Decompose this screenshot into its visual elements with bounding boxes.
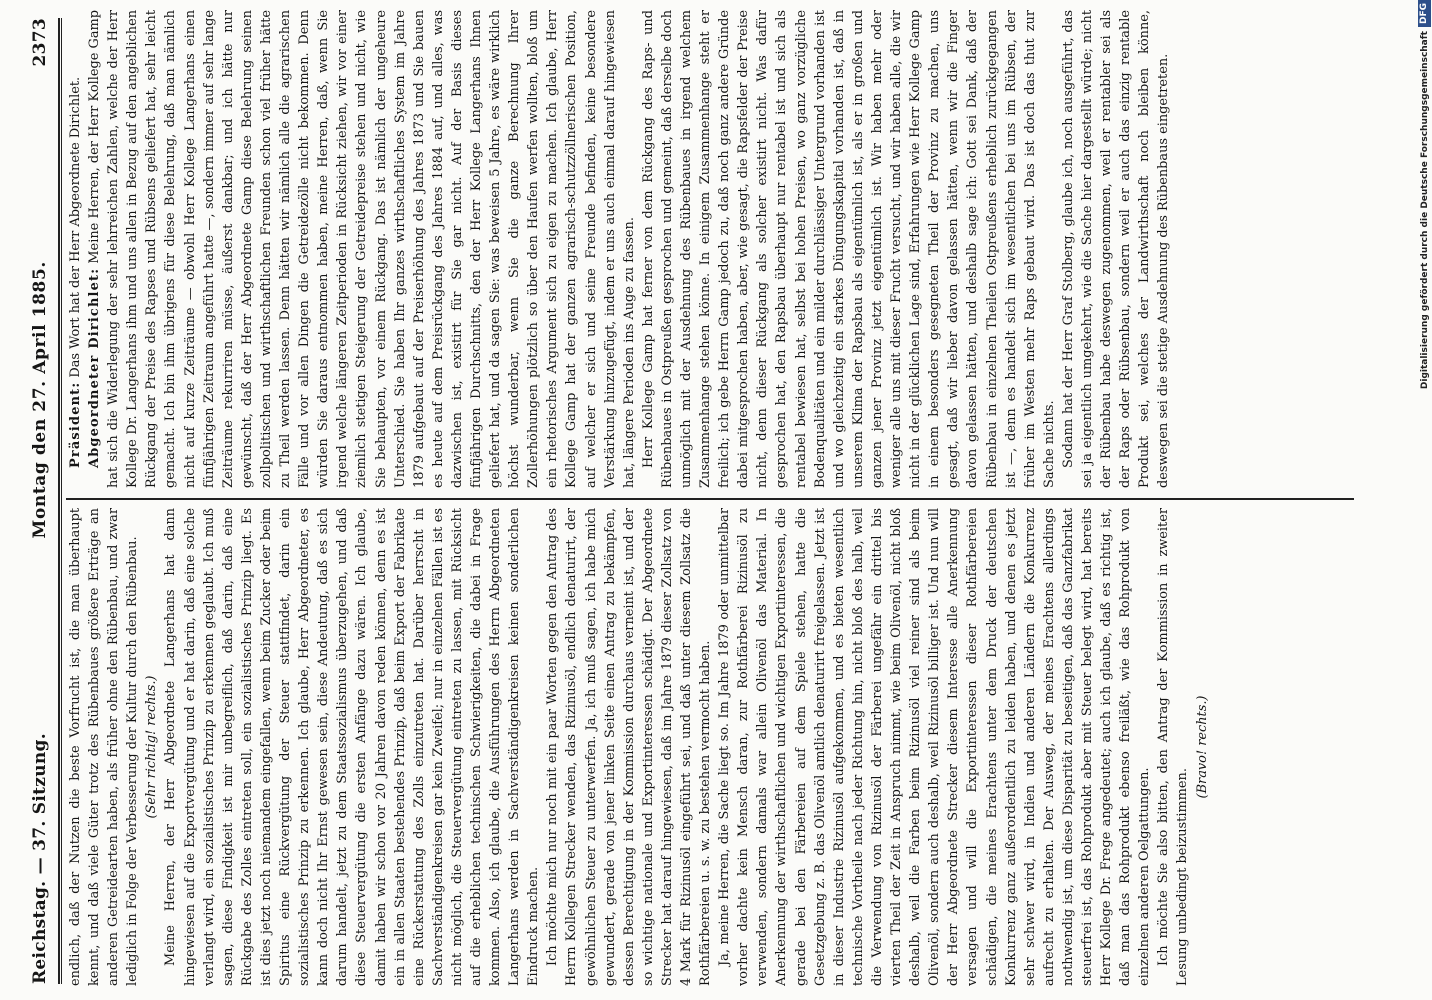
reaction-note: (Sehr richtig! rechts.)	[144, 675, 160, 819]
speech-paragraph	[66, 10, 85, 488]
body-paragraph: Ich möchte mich nur noch mit ein paar Worten gegen den Antrag des Herrn Kollegen Strecker wenden, das Rizinusöl, endlich denaturirt, der gewöhnlichen Steuer zu unterwerfen. Ja, ich muß sagen, ich habe mich gewundert, gerade von jener linken Seite einen Antrag zu bekämpfen, dessen Berechtigung in der Kommission durchaus verneint ist, und der so wichtige nationale und Exportinteressen schädigt. Der Abgeordnete Strecker hat darauf hingewiesen, daß im Jahre 1879 dieser Zollsatz von 4 Mark für Rizinusöl eingeführt sei, und daß unter diesem Zollsatz die Rothfärbereien u. s. w. zu bestehen vermocht haben.	[545, 508, 714, 986]
body-paragraph: Meine Herren, der Herr Abgeordnete Langerhans hat dann hingewiesen auf die Exportvergütung und er hat darin, daß eine solche verlangt wird, ein sozialistisches Prinzip zu erkennen geglaubt. Ich muß sagen, diese Findigkeit ist mir unbegreiflich, daß darin, daß eine Rückgabe des Zolles eintreten soll, ein sozialistisches Prinzip liegt. Es ist dies jetzt noch niemandem eingefallen, wenn beim Zucker oder beim Spiritus eine Rückvergütung der Steuer stattfindet, darin ein sozialistisches Prinzip zu erkennen. Ich glaube, Herr Abgeordneter, es kann doch nicht Ihr Ernst gewesen sein, diese Andeutung, daß es sich darum handelt, jetzt zu dem Staatssozialismus überzugehen, und daß diese Steuervergütung die ersten Anfänge dazu wären. Ich glaube, damit haben wir schon vor 20 Jahren davon reden können, denn es ist ein in allen Staaten bestehendes Prinzip, daß beim Export der Fabrikate eine Rückerstattung des Zolls einzutreten hat. Darüber herrscht in Sachverständigenkreisen gar kein Zweifel; nur in einzelnen Fällen ist es nicht möglich, die Steuervergütung eintreten zu lassen, mit Rücksicht auf die erheblichen technischen Schwierigkeiten, die dabei in Frage kommen. Also, ich glaube, die Ausführungen des Herrn Abgeordneten Langerhans werden in Sachverständigenkreisen keinen sonderlichen Eindruck machen.	[163, 508, 542, 986]
right-column	[66, 10, 1352, 488]
header-rule-thin	[61, 18, 62, 984]
body-paragraph: Sodann hat der Herr Graf Stolberg, glaube ich, noch ausgeführt, das sei ja eigentlich umgekehrt, wie die Sache hier dargestellt würde; nicht der Rübenbau habe deswegen zugenommen, weil er rentabler sei als der Raps oder Rübsenbau, sondern weil er auch das einzig rentable Produkt sei, welches der Landwirthschaft noch bleiben könne, deswegen sei die stetige Ausdehnung des Rübenbaus eingetreten.	[1060, 10, 1172, 488]
speech-paragraph	[85, 10, 639, 488]
body-paragraph: Ich möchte Sie also bitten, den Antrag der Kommission in zweiter Lesung unbedingt beizustimmen.	[1156, 508, 1191, 986]
dfg-logo: DFG	[1418, 0, 1431, 27]
speaker-name: Präsident:	[68, 381, 83, 468]
speech-text: Das Wort hat der Herr Abgeordnete Dirichlet.	[68, 76, 83, 382]
header-date: Montag den 27. April 1885.	[30, 261, 50, 539]
reaction-note: (Bravo! rechts.)	[1194, 695, 1210, 799]
header-title: Reichstag. — 37. Sitzung.	[30, 733, 50, 984]
column-divider	[66, 498, 1354, 500]
body-paragraph: Ja, meine Herren, die Sache liegt so. Im Jahre 1879 oder unmittelbar vorher dachte kein Mensch daran, zur Rothfärberei Rizinusöl zu verwenden, sondern damals war allein Olivenöl das Material. In Anerkennung der wirthschaftlichen und wichtigen Exportinteressen, die gerade bei den Färbereien auf dem Spiele stehen, hatte die Gesetzgebung z. B. das Olivenöl amtlich denaturirt freigelassen. Jetzt ist in dieser Industrie Rizinusöl aufgekommen, und es bieten wesentlich technische Vortheile nach jeder Richtung hin, nicht bloß des halb, weil die Verwendung von Rizinusöl der Färberei ungefähr ein drittel bis vierten Theil der Zeit in Anspruch nimmt, wie beim Olivenöl, nicht bloß deshalb, weil die Farben beim Rizinusöl viel reiner sind als beim Olivenöl, sondern auch deshalb, weil Rizinusöl billiger ist. Und nun will der Herr Abgeordnete Strecker diesem Interesse alle Anerkennung versagen und will die Exportinteressen dieser Rothfärbereien schädigen, die meines Erachtens unter dem Druck der deutschen Konkurrenz ganz außerordentlich zu leiden haben, und denen es jetzt sehr schwer wird, in Indien und anderen Ländern die Konkurrenz aufrecht zu erhalten. Der Ausweg, der meines Erachtens allerdings nothwendig ist, um diese Disparität zu beseitigen, daß das Ganzfabrikat steuerfrei ist, das Rohprodukt aber mit Steuer belegt wird, hat bereits Herr Kollege Dr. Frege angedeutet; auch ich glaube, daß es richtig ist, daß man das Rohprodukt ebenso freiläßt, wie das Rohprodukt von einzelnen anderen Oelgattungen.	[717, 508, 1153, 986]
page-number: 2373	[30, 18, 50, 67]
left-column	[66, 508, 1352, 986]
speech-text: Meine Herren, der Herr Kollege Gamp hat sich die Widerlegung der sehr lehrreichen Zahlen, welche der Herr Kollege Dr. Langerhans ihm und uns allen in Bezug auf den angeblichen Rückgang der Preise des Rapses und Rübsens geliefert hat, sehr leicht gemacht. Ich bin ihm übrigens für diese Belehrung, daß man nämlich nicht auf kurze Zeiträume — obwohl Herr Kollege Langerhans einen fünfjährigen Zeitraum angeführt hatte —, sondern immer auf sehr lange Zeiträume rekurriren müsse, äußerst dankbar; und ich hätte nur gewünscht, daß der Herr Abgeordnete Gamp diese Belehrung seinen zollpolitischen und wirthschaftlichen Freunden schon viel früher hätte zu Theil werden lassen. Denn hätten wir nämlich alle die agrarischen Fälle und vor allen Dingen die Getreidezölle nicht bekommen. Denn würden Sie daraus entnommen haben, meine Herren, daß, wenn Sie irgend welche längeren Zeitperioden in Rücksicht ziehen, wir vor einer ziemlich stetigen Steigerung der Getreidepreise stehen und nicht, wie Sie behaupten, vor einem Rückgang. Das ist nämlich der ungeheure Unterschied. Sie haben Ihr ganzes wirthschaftliches System im Jahre 1879 aufgebaut auf der Preiserhöhung des Jahres 1873 und Sie bauen es heute auf dem Preisrückgang des Jahres 1884 auf, und alles, was dazwischen ist, existirt für Sie gar nicht. Auf der Basis dieses fünfjährigen Durchschnitts, den der Herr Kollege Langerhans Ihnen geliefert hat, und da sagen Sie: was beweisen 5 Jahre, es wäre wirklich höchst wunderbar, wenn Sie die ganze Berechnung Ihrer Zollerhöhungen plötzlich so über den Haufen werfen wollten, bloß um ein rhetorisches Argument sich zu eigen zu machen. Ich glaube, Herr Kollege Gamp hat der ganzen agrarisch-schutzzöllnerischen Position, auf welcher er sich und seine Freunde befinden, keine besondere Verstärkung hinzugefügt, indem er uns auch einmal darauf hingewiesen hat, längere Perioden ins Auge zu fassen.	[87, 10, 637, 488]
footer-credit: Digitalisierung gefördert durch die Deutsche Forschungsgemeinschaft	[1419, 31, 1430, 390]
body-paragraph: Herr Kollege Gamp hat ferner von dem Rückgang des Raps- und Rübenbaues in Ostpreußen gesprochen und gemeint, daß derselbe doch unmöglich mit der Ausdehnung des Rübenbaues in irgend welchem Zusammenhange stehen könne. In einigem Zusammenhange steht er freilich; ich gebe Herrn Gamp jedoch zu, daß noch ganz andere Gründe dabei mitgesprochen haben, aber, wie gesagt, die Rapsfelder der Preise nicht, denn dieser Rückgang als solcher existirt nicht. Was dafür gesprochen hat, den Rapsbau überhaupt nur rentabel ist und sich als rentabel bewiesen hat, selbst bei hohen Preisen, wo ganz vorzügliche Bodenqualitäten und ein milder durchlässiger Untergrund vorhanden ist und wo gleichzeitig ein starkes Düngungskapital vorhanden ist, daß in unserem Klima der Rapsbau als eigentümlich ist, als er in großen und ganzen jener Provinz jetzt eigentümlich ist. Wir haben mehr oder weniger alle uns mit dieser Frucht versucht, und wir haben alle, die wir nicht in der glücklichen Lage sind, Erfahrungen wie Herr Kollege Gamp in einem besonders gesegneten Theil der Provinz zu machen, uns gesagt, daß wir lieber davon gelassen hätten, wenn wir die Finger davon gelassen hätten, und deshalb sage ich: Gott sei Dank, daß der Rübenbau in einzelnen Theilen Ostpreußens erheblich zurückgegangen ist —, denn es handelt sich im wesentlichen bei uns im Rübsen, der früher im Westen mehr Raps gebaut wird. Das ist doch das thut zur Sache nichts.	[640, 10, 1057, 488]
body-paragraph: endlich, daß der Nutzen die beste Vorfrucht ist, die man überhaupt kennt, und daß viele Güter trotz des Rübenbaues größere Erträge an anderen Getreidearten haben, als früher ohne den Rübenbau, und zwar lediglich in Folge der Verbesserung der Kultur durch den Rübenbau.	[68, 508, 141, 986]
page-header	[24, 18, 56, 984]
speaker-name: Abgeordneter Dirichlet:	[87, 267, 103, 468]
digitization-footer	[1417, 0, 1432, 1000]
header-rule	[58, 18, 60, 984]
